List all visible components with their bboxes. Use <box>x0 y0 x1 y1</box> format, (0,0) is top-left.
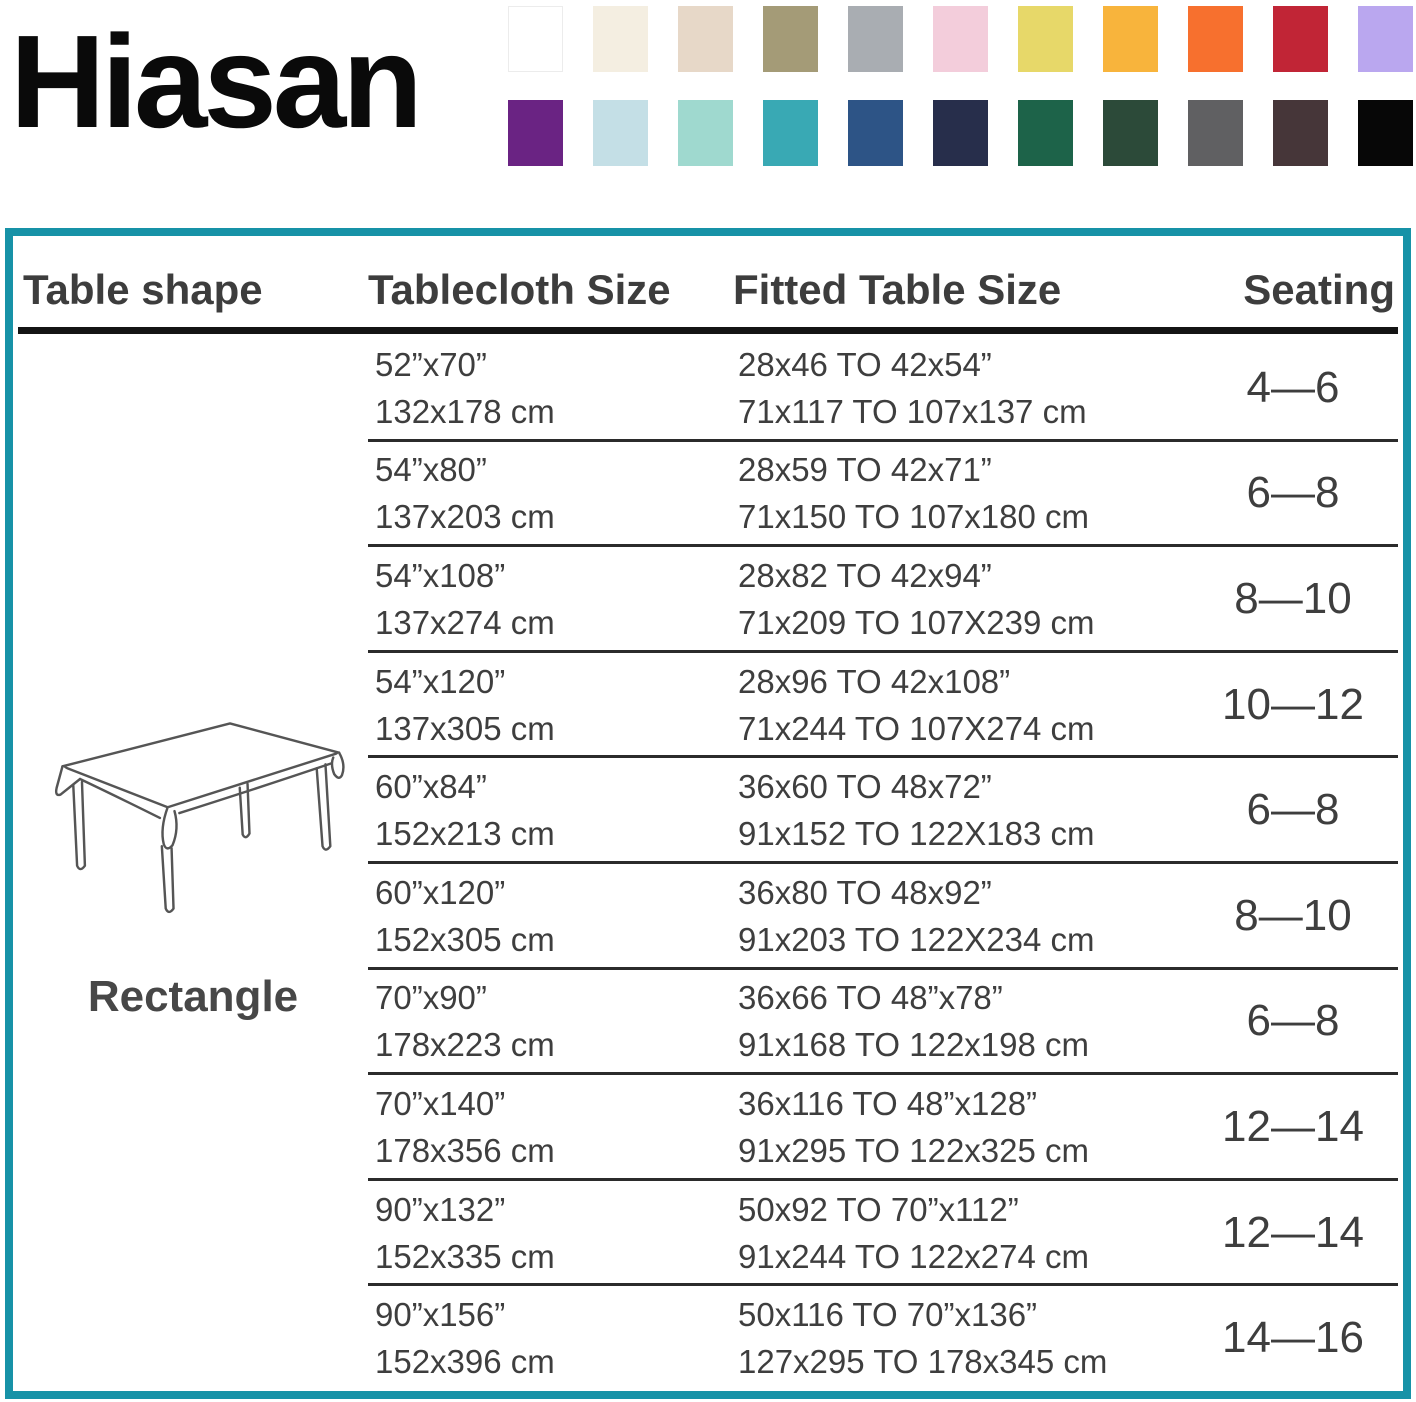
fitted-table-size-inches: 36x80 TO 48x92” <box>738 873 992 911</box>
fitted-table-size-cell <box>738 341 1087 435</box>
fitted-table-size-inches: 36x60 TO 48x72” <box>738 768 992 806</box>
ivory-swatch <box>593 6 648 72</box>
seating-capacity: 6—8 <box>1246 468 1340 518</box>
seating-capacity: 14—16 <box>1222 1313 1364 1363</box>
white-swatch <box>508 6 563 72</box>
header-divider <box>18 327 1398 334</box>
tablecloth-size-inches: 60”x120” <box>375 873 506 911</box>
size-chart-body <box>13 335 1403 1391</box>
fitted-table-size-cm: 71x150 TO 107x180 cm <box>738 498 1090 536</box>
seating-capacity: 12—14 <box>1222 1101 1364 1151</box>
tablecloth-size-cell <box>375 763 555 857</box>
tablecloth-size-cell <box>375 1080 555 1174</box>
color-swatch-grid <box>508 6 1414 194</box>
fitted-table-size-cm: 91x203 TO 122X234 cm <box>738 920 1095 958</box>
size-chart-row <box>13 441 1403 547</box>
fitted-table-size-inches: 28x59 TO 42x71” <box>738 451 992 489</box>
column-header-fitted-table-size: Fitted Table Size <box>733 266 1062 313</box>
fitted-table-size-inches: 36x66 TO 48”x78” <box>738 979 1003 1017</box>
tablecloth-size-cell <box>375 1186 555 1280</box>
yellow-swatch <box>1018 6 1073 72</box>
seating-capacity: 8—10 <box>1234 890 1352 940</box>
size-chart-row <box>13 335 1403 441</box>
fitted-table-size-inches: 28x46 TO 42x54” <box>738 345 992 383</box>
teal-swatch <box>763 100 818 166</box>
fitted-table-size-cell <box>738 658 1095 752</box>
fitted-table-size-cell <box>738 1291 1107 1385</box>
table-shape-label: Rectangle <box>87 972 299 1021</box>
seating-capacity: 6—8 <box>1246 785 1340 835</box>
tablecloth-size-cm: 137x305 cm <box>375 709 555 747</box>
fitted-table-size-cell <box>738 974 1089 1068</box>
tablecloth-size-cell <box>375 974 555 1068</box>
taupe-swatch <box>763 6 818 72</box>
size-chart-row <box>13 969 1403 1075</box>
lavender-swatch <box>1358 6 1413 72</box>
aqua-swatch <box>678 100 733 166</box>
tablecloth-size-cm: 152x335 cm <box>375 1237 555 1275</box>
column-header-seating: Seating <box>1243 266 1395 313</box>
fitted-table-size-cell <box>738 446 1089 540</box>
size-rows <box>13 335 1403 1391</box>
tablecloth-size-inches: 54”x108” <box>375 556 506 594</box>
beige-swatch <box>678 6 733 72</box>
size-chart-row <box>13 652 1403 758</box>
seating-capacity: 10—12 <box>1222 679 1364 729</box>
pink-swatch <box>933 6 988 72</box>
tablecloth-size-cm: 137x203 cm <box>375 498 555 536</box>
tablecloth-size-cell <box>375 658 555 752</box>
fitted-table-size-inches: 28x82 TO 42x94” <box>738 556 992 594</box>
tablecloth-size-inches: 54”x120” <box>375 662 506 700</box>
size-chart-panel <box>5 228 1411 1399</box>
fitted-table-size-cell <box>738 1080 1089 1174</box>
fitted-table-size-inches: 28x96 TO 42x108” <box>738 662 1011 700</box>
size-chart-row <box>13 1074 1403 1180</box>
fitted-table-size-inches: 50x116 TO 70”x136” <box>738 1296 1038 1334</box>
fitted-table-size-cm: 71x244 TO 107X274 cm <box>738 709 1095 747</box>
dark-brown-swatch <box>1273 100 1328 166</box>
black-swatch <box>1358 100 1413 166</box>
size-chart-row <box>13 546 1403 652</box>
seating-capacity: 4—6 <box>1246 362 1340 412</box>
tablecloth-size-cell <box>375 869 555 963</box>
fitted-table-size-cell <box>738 1186 1089 1280</box>
tablecloth-size-cell <box>375 1291 555 1385</box>
forest-green-swatch <box>1103 100 1158 166</box>
tablecloth-size-cm: 152x305 cm <box>375 920 555 958</box>
navy-swatch <box>933 100 988 166</box>
fitted-table-size-inches: 36x116 TO 48”x128” <box>738 1084 1038 1122</box>
marigold-swatch <box>1103 6 1158 72</box>
light-blue-swatch <box>593 100 648 166</box>
size-chart-row <box>13 757 1403 863</box>
dark-gray-swatch <box>1188 100 1243 166</box>
tablecloth-size-inches: 90”x132” <box>375 1190 506 1228</box>
size-chart-row <box>13 1285 1403 1391</box>
tablecloth-size-cell <box>375 552 555 646</box>
fitted-table-size-cell <box>738 552 1095 646</box>
navy-blue-swatch <box>848 100 903 166</box>
fitted-table-size-cell <box>738 869 1095 963</box>
fitted-table-size-cm: 71x209 TO 107X239 cm <box>738 603 1095 641</box>
fitted-table-size-cm: 91x168 TO 122x198 cm <box>738 1026 1090 1064</box>
seating-capacity: 12—14 <box>1222 1207 1364 1257</box>
tablecloth-size-inches: 90”x156” <box>375 1296 506 1334</box>
purple-swatch <box>508 100 563 166</box>
brand-logo: Hiasan <box>10 8 419 155</box>
seating-capacity: 8—10 <box>1234 573 1352 623</box>
fitted-table-size-cm: 91x152 TO 122X183 cm <box>738 815 1095 853</box>
size-chart-row <box>13 863 1403 969</box>
fitted-table-size-cm: 91x244 TO 122x274 cm <box>738 1237 1090 1275</box>
fitted-table-size-cell <box>738 763 1095 857</box>
tablecloth-size-inches: 52”x70” <box>375 345 487 383</box>
tablecloth-size-inches: 54”x80” <box>375 451 487 489</box>
tablecloth-size-cell <box>375 341 555 435</box>
tablecloth-size-inches: 70”x140” <box>375 1084 506 1122</box>
column-header-tablecloth-size: Tablecloth Size <box>368 266 671 313</box>
swatch-row-top <box>508 6 1414 72</box>
size-chart-row <box>13 1180 1403 1286</box>
tablecloth-size-cm: 137x274 cm <box>375 603 555 641</box>
column-header-table-shape: Table shape <box>23 266 263 313</box>
fitted-table-size-inches: 50x92 TO 70”x112” <box>738 1190 1019 1228</box>
tablecloth-size-inches: 60”x84” <box>375 768 487 806</box>
red-swatch <box>1273 6 1328 72</box>
seating-capacity: 6—8 <box>1246 996 1340 1046</box>
gray-swatch <box>848 6 903 72</box>
fitted-table-size-cm: 71x117 TO 107x137 cm <box>738 392 1087 430</box>
fitted-table-size-cm: 127x295 TO 178x345 cm <box>738 1343 1108 1381</box>
swatch-row-bottom <box>508 100 1414 166</box>
tablecloth-size-cm: 132x178 cm <box>375 392 555 430</box>
tablecloth-size-cm: 178x223 cm <box>375 1026 555 1064</box>
tablecloth-size-cm: 152x213 cm <box>375 815 555 853</box>
tablecloth-size-cm: 152x396 cm <box>375 1343 555 1381</box>
tablecloth-size-cell <box>375 446 555 540</box>
tablecloth-size-inches: 70”x90” <box>375 979 487 1017</box>
fitted-table-size-cm: 91x295 TO 122x325 cm <box>738 1131 1090 1169</box>
tablecloth-size-cm: 178x356 cm <box>375 1131 555 1169</box>
orange-swatch <box>1188 6 1243 72</box>
green-swatch <box>1018 100 1073 166</box>
